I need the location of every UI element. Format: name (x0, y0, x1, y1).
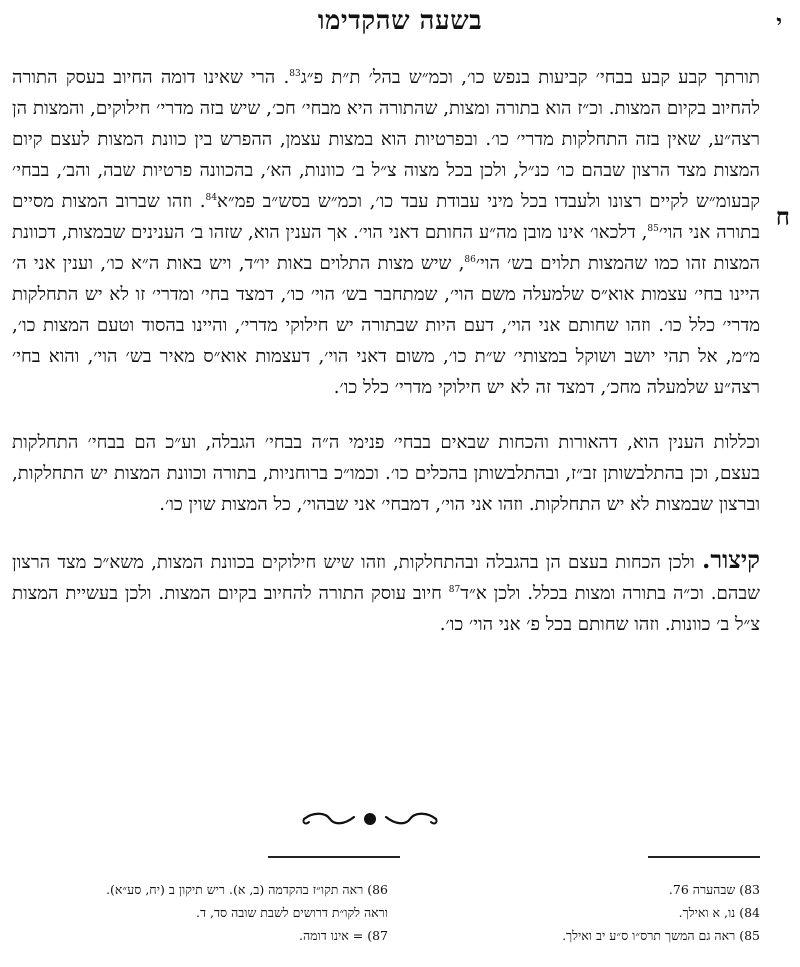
page-number: י (776, 10, 782, 36)
paragraph-1 (12, 62, 760, 403)
p3-text-a: ולכן הכחות בעצם הן בהגבלה ובהתחלקות, וזהו שיש חילוקים בכוונת המצות, משא״כ מצד הרצון שבהם. וכ״ה בתורה ומצות בכלל. ולכן א״ד (12, 552, 760, 604)
p1-text-b: . הרי שאינו דומה החיוב בעסק התורה להחיוב בקיום המצות. וכ״ז הוא בתורה ומצות, שהתורה היא מבחי׳ חכ׳, שיש בזה מדרי׳ חילוקים, והמצות הן רצה״ע, שאין בזה התחלקות מדרי׳ כו׳. ובפרטיות הוא במצות עצמן, ההפרש בין כוונת המצות לעצם קיום המצות מצד הרצון שבהם כו׳ כנ״ל, ולכן בכל מצוה צ״ל ב׳ כוונות, הא׳, בהכוונה פרטיות שבה, והב׳, בבחי׳ קבעומ״ש לקיים רצונו ולעבדו בכל מיני עבודת עבד כו׳, וכמ״ש בסש״ב פמ״א (12, 67, 760, 212)
p1-text-c: . וזהו שברוב המצות מסיים בתורה אני הוי׳ (12, 191, 760, 243)
body-text (12, 62, 760, 664)
footnotes-left-column (8, 878, 388, 947)
footnote-87: 87) = אינו דומה. (298, 928, 388, 943)
footnote-ref-87[interactable]: 87 (448, 584, 461, 595)
paragraph-2: וכללות הענין הוא, דהאורות והכחות שבאים בבחי׳ פנימי ה״ה בבחי׳ הגבלה, וע״כ הם בבחי׳ התחלקות בעצם, וכן בהתלבשותן זב״ז, ובהתלבשותן בהכלים כו׳. וכמו״כ ברוחניות, בתורה וכוונת המצות יש התחלקות, וברצון שבמצות לא יש התחלקות. וזהו אני הוי׳, דמבחי׳ אני שבהוי׳, כל המצות שוין כו׳. (12, 432, 760, 515)
footnote-84: 84) נו, א ואילך. (678, 905, 760, 920)
summary-lead-word: קיצור. (702, 545, 760, 574)
p1-text-d: , דלכאו׳ אינו מובן מה״ע החותם דאני הוי׳. אך הענין הוא, שזהו ב׳ הענינים שבמצות, דכוונת המצות זהו כמו שהמצות תלוים בש׳ הוי׳ (12, 222, 760, 274)
section-divider-ornament (300, 805, 440, 835)
paragraph-3-summary (12, 544, 760, 640)
footnote-rule-left (268, 856, 400, 858)
footnote-83: 83) שבהערה 76. (668, 882, 760, 897)
footnote-rule-right (648, 856, 760, 858)
footnote-85: 85) ראה גם המשך תרס״ו ס״ע יב ואילך. (562, 928, 760, 943)
running-title: בשעה שהקדימו (317, 6, 483, 36)
p3-text-b: חיוב עוסק התורה להחיוב בקיום המצות. ולכן בעשיית המצות צ״ל ב׳ כוונות. וזהו שחותם בכל פ׳ אני הוי׳ כו׳. (12, 583, 760, 635)
p1-text-a: תורתך קבע קבע בבחי׳ קביעות בנפש כו׳, וכמ״ש בהל׳ ת״ת פ״ג (300, 67, 760, 88)
footnote-ref-85[interactable]: 85 (647, 223, 659, 234)
footnote-ref-86[interactable]: 86 (464, 254, 476, 265)
p1-text-e: , שיש מצות התלוים באות יו״ד, ויש באות ה״א כו׳, וענין אני ה׳ היינו בחי׳ עצמות אוא״ס שלמעלה משם הוי׳, שמתחבר בש׳ הוי׳ כו׳, דמצד בחי׳ ומדרי׳ זו לא יש התחלקות מדרי׳ כלל כו׳. וזהו שחותם אני הוי׳, דעם היות שבתורה יש חילוקי מדרי׳, והיינו בהסוד וטעם המצות כו׳, מ״מ, אל תהי יושב ושוקל במצותי׳ ש״ת כו׳, משום דאני הוי׳, דעצמות אוא״ס מאיר בש׳ הוי׳, והוא בחי׳ רצה״ע שלמעלה מחכ׳, דמצד זה לא יש חילוקי מדרי׳ כלל כו׳. (12, 253, 760, 398)
margin-section-letter: ח (775, 202, 790, 231)
footnotes-right-column (440, 878, 760, 947)
page-header (0, 6, 800, 40)
footnote-ref-84[interactable]: 84 (205, 192, 217, 203)
footnote-ref-83[interactable]: 83 (289, 68, 301, 79)
footnote-86-continued: וראה לקו״ת דרושים לשבת שובה סד, ד. (196, 905, 388, 920)
footnote-86: 86) ראה תקו״ז בהקדמה (ב, א). ריש תיקון ב (יח, סע״א). (106, 882, 388, 897)
